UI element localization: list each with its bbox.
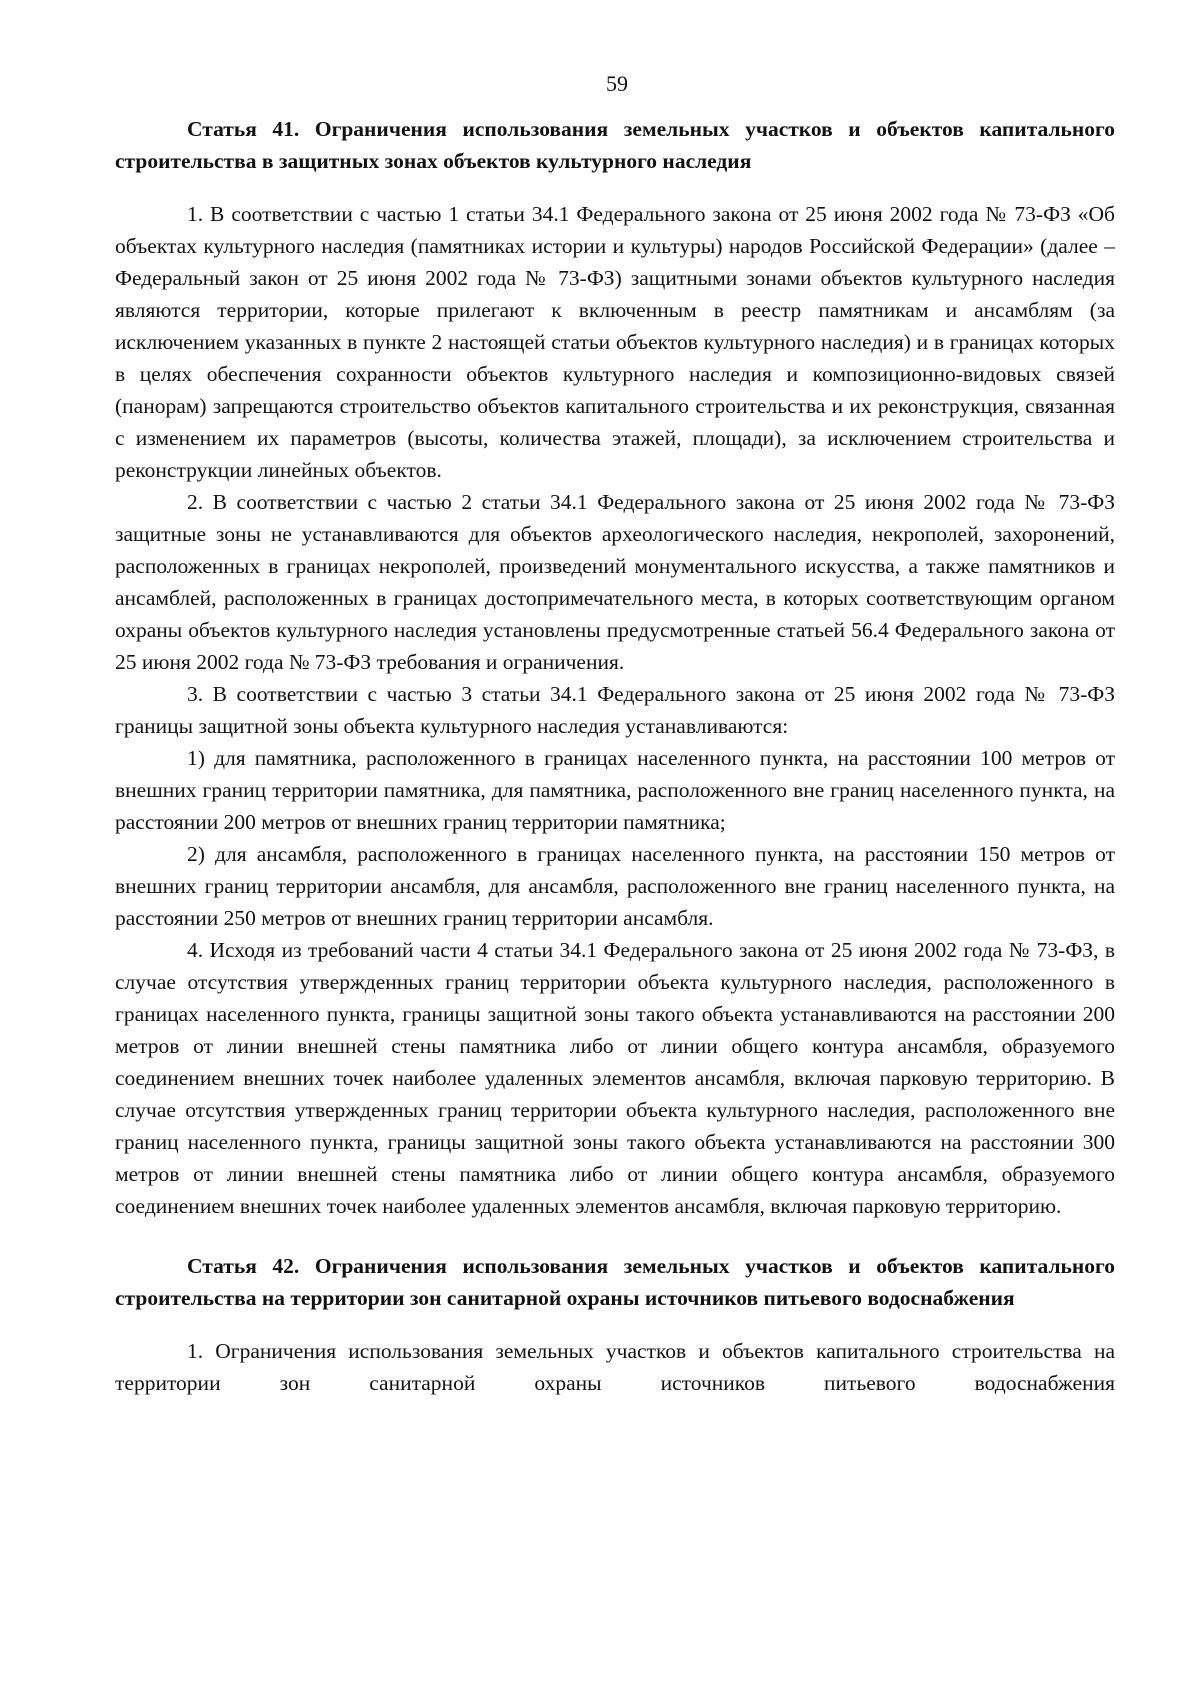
page-number: 59	[606, 71, 628, 96]
article-41-paragraph-4: 4. Исходя из требований части 4 статьи 34.1 Федерального закона от 25 июня 2002 года № 73-ФЗ, в случае отсутствия утвержденных границ территории объекта культурного наследия, расположенного в границах населенного пункта, границы защитной зоны такого объекта устанавливаются на расстоянии 200 метров от линии внешней стены памятника либо от линии общего контура ансамбля, образуемого соединением внешних точек наиболее удаленных элементов ансамбля, включая парковую территорию. В случае отсутствия утвержденных границ территории объекта культурного наследия, расположенного вне границ населенного пункта, границы защитной зоны такого объекта устанавливаются на расстоянии 300 метров от линии внешней стены памятника либо от линии общего контура ансамбля, образуемого соединением внешних точек наиболее удаленных элементов ансамбля, включая парковую территорию.	[115, 938, 1115, 1218]
article-42	[115, 1250, 1115, 1399]
article-41-heading: Статья 41. Ограничения использования земельных участков и объектов капитального строительства в защитных зонах объектов культурного наследия	[115, 117, 1115, 173]
article-41-paragraph-2: 2. В соответствии с частью 2 статьи 34.1 Федерального закона от 25 июня 2002 года № 73-ФЗ защитные зоны не устанавливаются для объектов археологического наследия, некрополей, захоронений, расположенных в границах некрополей, произведений монументального искусства, а также памятников и ансамблей, расположенных в границах достопримечательного места, в которых соответствующим органом охраны объектов культурного наследия установлены предусмотренные статьей 56.4 Федерального закона от 25 июня 2002 года № 73-ФЗ требования и ограничения.	[115, 490, 1115, 674]
article-42-heading: Статья 42. Ограничения использования земельных участков и объектов капитального строительства на территории зон санитарной охраны источников питьевого водоснабжения	[115, 1254, 1115, 1310]
article-42-paragraph-1: 1. Ограничения использования земельных участков и объектов капитального строительства на территории зон санитарной охраны источников питьевого водоснабжения	[115, 1339, 1115, 1395]
article-41-subitem-2: 2) для ансамбля, расположенного в границах населенного пункта, на расстоянии 150 метров от внешних границ территории ансамбля, для ансамбля, расположенного вне границ населенного пункта, на расстоянии 250 метров от внешних границ территории ансамбля.	[115, 842, 1115, 930]
page-content	[115, 113, 1115, 1399]
article-41-subitem-1: 1) для памятника, расположенного в границах населенного пункта, на расстоянии 100 метров от внешних границ территории памятника, для памятника, расположенного вне границ населенного пункта, на расстоянии 200 метров от внешних границ территории памятника;	[115, 746, 1115, 834]
article-41-paragraph-1: 1. В соответствии с частью 1 статьи 34.1 Федерального закона от 25 июня 2002 года № 73-ФЗ «Об объектах культурного наследия (памятниках истории и культуры) народов Российской Федерации» (далее – Федеральный закон от 25 июня 2002 года № 73-ФЗ) защитными зонами объектов культурного наследия являются территории, которые прилегают к включенным в реестр памятникам и ансамблям (за исключением указанных в пункте 2 настоящей статьи объектов культурного наследия) и в границах которых в целях обеспечения сохранности объектов культурного наследия и композиционно-видовых связей (панорам) запрещаются строительство объектов капитального строительства и их реконструкция, связанная с изменением их параметров (высоты, количества этажей, площади), за исключением строительства и реконструкции линейных объектов.	[115, 202, 1115, 482]
article-41-paragraph-3: 3. В соответствии с частью 3 статьи 34.1 Федерального закона от 25 июня 2002 года № 73-ФЗ границы защитной зоны объекта культурного наследия устанавливаются:	[115, 682, 1115, 738]
article-41	[115, 113, 1115, 1222]
